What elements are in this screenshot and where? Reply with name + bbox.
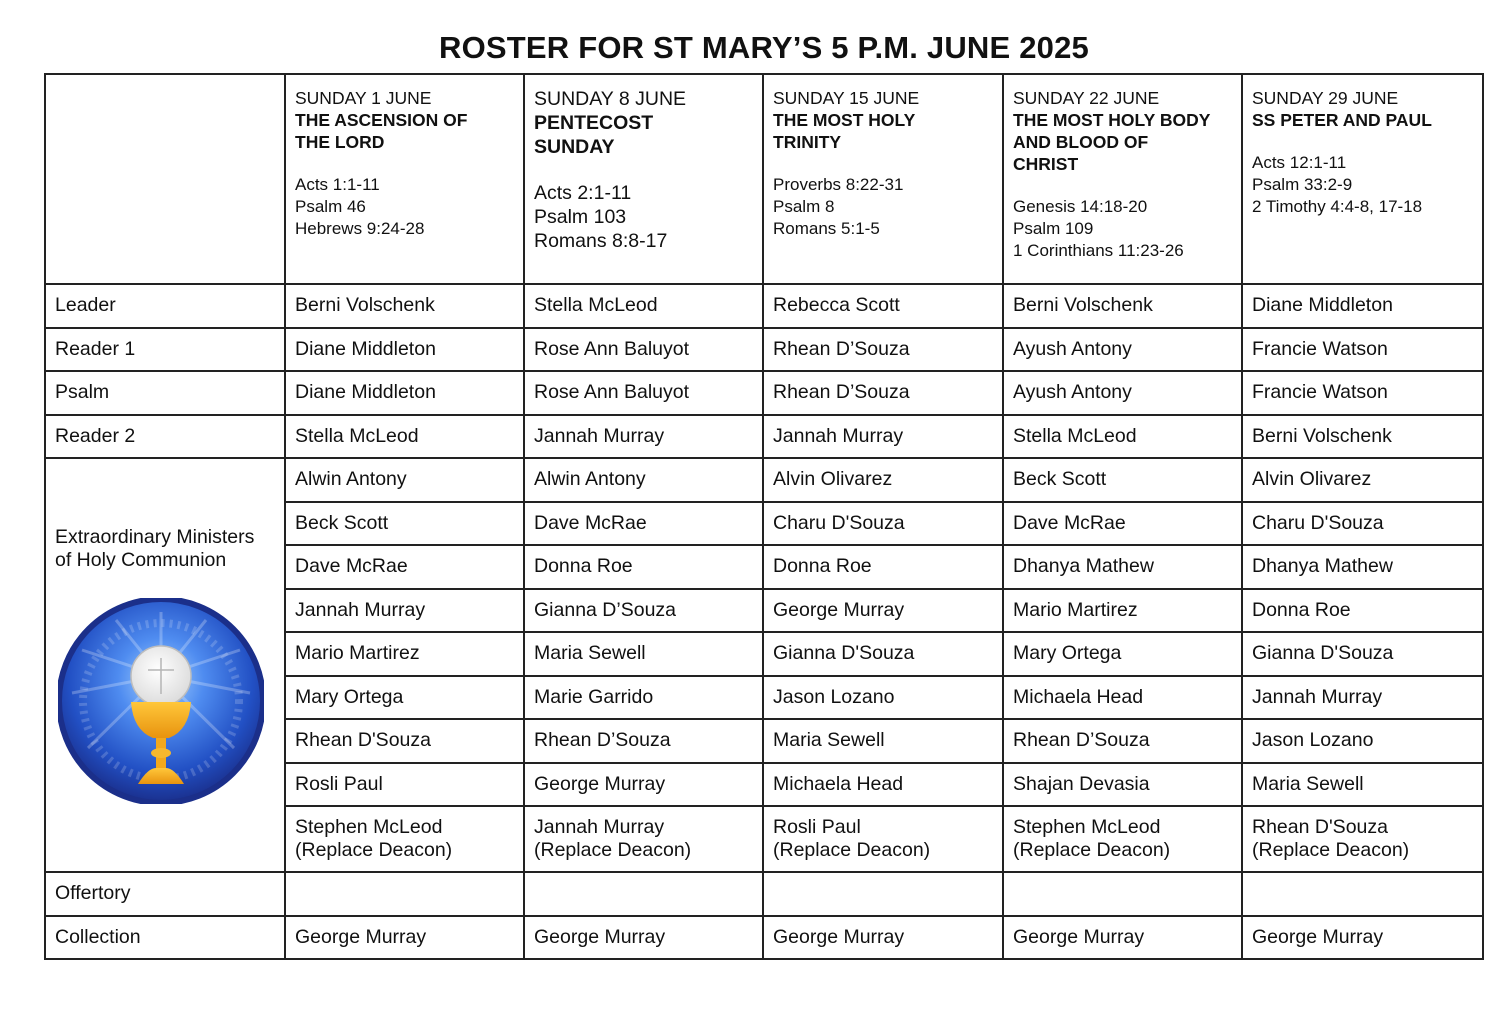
roster-cell: Rhean D'Souza <box>285 719 524 763</box>
roster-cell: Dhanya Mathew <box>1242 545 1483 589</box>
roster-cell: Donna Roe <box>1242 589 1483 633</box>
row-psalm <box>45 371 1483 415</box>
role-label-em: Extraordinary Ministers of Holy Communion <box>45 458 285 872</box>
roster-cell: Michaela Head <box>763 763 1003 807</box>
roster-cell: Alwin Antony <box>285 458 524 502</box>
column-header-3 <box>763 74 1003 284</box>
roster-cell: Rose Ann Baluyot <box>524 371 763 415</box>
roster-cell: Maria Sewell <box>524 632 763 676</box>
readings: Genesis 14:18-20 Psalm 109 1 Corinthians 11:23-26 <box>1013 197 1184 260</box>
roster-cell: Berni Volschenk <box>1242 415 1483 459</box>
sunday-date: SUNDAY 15 JUNE <box>773 88 920 108</box>
row-em-1 <box>45 458 1483 502</box>
roster-cell: Gianna D'Souza <box>1242 632 1483 676</box>
sunday-date: SUNDAY 8 JUNE <box>534 88 687 110</box>
roster-cell: Beck Scott <box>1003 458 1242 502</box>
roster-cell: Rhean D'Souza (Replace Deacon) <box>1242 806 1483 872</box>
feast-name: THE MOST HOLY BODY AND BLOOD OF CHRIST <box>1013 110 1211 174</box>
role-label: Collection <box>45 916 285 960</box>
page-title: ROSTER FOR ST MARY’S 5 P.M. JUNE 2025 <box>439 30 1089 65</box>
roster-cell: George Murray <box>524 916 763 960</box>
role-label: Leader <box>45 284 285 328</box>
roster-cell: Michaela Head <box>1003 676 1242 720</box>
roster-cell: Jannah Murray <box>285 589 524 633</box>
roster-cell <box>1003 872 1242 916</box>
roster-cell: George Murray <box>1242 916 1483 960</box>
roster-cell: Francie Watson <box>1242 328 1483 372</box>
roster-cell: Ayush Antony <box>1003 328 1242 372</box>
roster-cell: Stella McLeod <box>1003 415 1242 459</box>
column-header-1 <box>285 74 524 284</box>
feast-name: SS PETER AND PAUL <box>1252 110 1432 130</box>
sunday-date: SUNDAY 1 JUNE <box>295 88 432 108</box>
roster-cell: Jannah Murray (Replace Deacon) <box>524 806 763 872</box>
roster-cell: Gianna D’Souza <box>524 589 763 633</box>
column-header-2 <box>524 74 763 284</box>
roster-cell: Gianna D'Souza <box>763 632 1003 676</box>
readings: Acts 12:1-11 Psalm 33:2-9 2 Timothy 4:4-8, 17-18 <box>1252 153 1423 216</box>
roster-cell: Donna Roe <box>524 545 763 589</box>
column-header-4 <box>1003 74 1242 284</box>
role-label: Reader 1 <box>45 328 285 372</box>
roster-cell: Stephen McLeod (Replace Deacon) <box>285 806 524 872</box>
roster-cell: Mary Ortega <box>285 676 524 720</box>
roster-cell: Jannah Murray <box>1242 676 1483 720</box>
readings: Acts 1:1-11 Psalm 46 Hebrews 9:24-28 <box>295 175 425 238</box>
roster-cell: Beck Scott <box>285 502 524 546</box>
roster-cell: George Murray <box>1003 916 1242 960</box>
row-reader-1 <box>45 328 1483 372</box>
roster-cell: George Murray <box>285 916 524 960</box>
roster-cell: Alwin Antony <box>524 458 763 502</box>
role-label: Offertory <box>45 872 285 916</box>
roster-cell: Dhanya Mathew <box>1003 545 1242 589</box>
roster-cell: Mary Ortega <box>1003 632 1242 676</box>
roster-cell: Diane Middleton <box>285 328 524 372</box>
roster-cell: Jason Lozano <box>1242 719 1483 763</box>
roster-cell: Rhean D’Souza <box>524 719 763 763</box>
roster-cell <box>1242 872 1483 916</box>
roster-cell <box>524 872 763 916</box>
roster-cell: Dave McRae <box>1003 502 1242 546</box>
roster-cell: Jannah Murray <box>524 415 763 459</box>
roster-cell: Stella McLeod <box>524 284 763 328</box>
roster-table <box>44 73 1484 960</box>
roster-cell: Diane Middleton <box>1242 284 1483 328</box>
roster-cell: Charu D'Souza <box>1242 502 1483 546</box>
roster-cell: Ayush Antony <box>1003 371 1242 415</box>
roster-cell <box>763 872 1003 916</box>
roster-cell: Rosli Paul <box>285 763 524 807</box>
roster-cell: Marie Garrido <box>524 676 763 720</box>
roster-cell: Francie Watson <box>1242 371 1483 415</box>
roster-cell: Jannah Murray <box>763 415 1003 459</box>
readings: Acts 2:1-11 Psalm 103 Romans 8:8-17 <box>534 182 668 252</box>
roster-cell: Mario Martirez <box>285 632 524 676</box>
roster-cell: George Murray <box>524 763 763 807</box>
roster-cell: Diane Middleton <box>285 371 524 415</box>
roster-cell: Rebecca Scott <box>763 284 1003 328</box>
row-offertory <box>45 872 1483 916</box>
roster-cell: Rhean D’Souza <box>763 371 1003 415</box>
roster-cell: George Murray <box>763 589 1003 633</box>
roster-cell: Maria Sewell <box>763 719 1003 763</box>
roster-cell: Maria Sewell <box>1242 763 1483 807</box>
roster-cell: Stephen McLeod (Replace Deacon) <box>1003 806 1242 872</box>
roster-cell: Rose Ann Baluyot <box>524 328 763 372</box>
role-label: Psalm <box>45 371 285 415</box>
roster-cell: Donna Roe <box>763 545 1003 589</box>
readings: Proverbs 8:22-31 Psalm 8 Romans 5:1-5 <box>773 175 904 238</box>
row-leader <box>45 284 1483 328</box>
roster-cell: Dave McRae <box>524 502 763 546</box>
roster-cell: Mario Martirez <box>1003 589 1242 633</box>
roster-cell: Berni Volschenk <box>1003 284 1242 328</box>
roster-cell: Alvin Olivarez <box>763 458 1003 502</box>
roster-cell <box>285 872 524 916</box>
chalice-and-host-icon <box>58 598 264 804</box>
corner-cell <box>45 74 285 284</box>
roster-cell: Rhean D’Souza <box>1003 719 1242 763</box>
role-label: Reader 2 <box>45 415 285 459</box>
roster-cell: Berni Volschenk <box>285 284 524 328</box>
sunday-date: SUNDAY 22 JUNE <box>1013 88 1160 108</box>
column-header-5 <box>1242 74 1483 284</box>
feast-name: THE MOST HOLY TRINITY <box>773 110 916 152</box>
roster-cell: Dave McRae <box>285 545 524 589</box>
feast-name: THE ASCENSION OF THE LORD <box>295 110 468 152</box>
roster-cell: Shajan Devasia <box>1003 763 1242 807</box>
row-collection <box>45 916 1483 960</box>
row-reader-2 <box>45 415 1483 459</box>
roster-cell: Stella McLeod <box>285 415 524 459</box>
roster-cell: Alvin Olivarez <box>1242 458 1483 502</box>
roster-cell: Rhean D’Souza <box>763 328 1003 372</box>
roster-cell: Charu D'Souza <box>763 502 1003 546</box>
header-row <box>45 74 1483 284</box>
roster-cell: George Murray <box>763 916 1003 960</box>
sunday-date: SUNDAY 29 JUNE <box>1252 88 1399 108</box>
roster-cell: Rosli Paul (Replace Deacon) <box>763 806 1003 872</box>
roster-cell: Jason Lozano <box>763 676 1003 720</box>
feast-name: PENTECOST SUNDAY <box>534 112 654 158</box>
